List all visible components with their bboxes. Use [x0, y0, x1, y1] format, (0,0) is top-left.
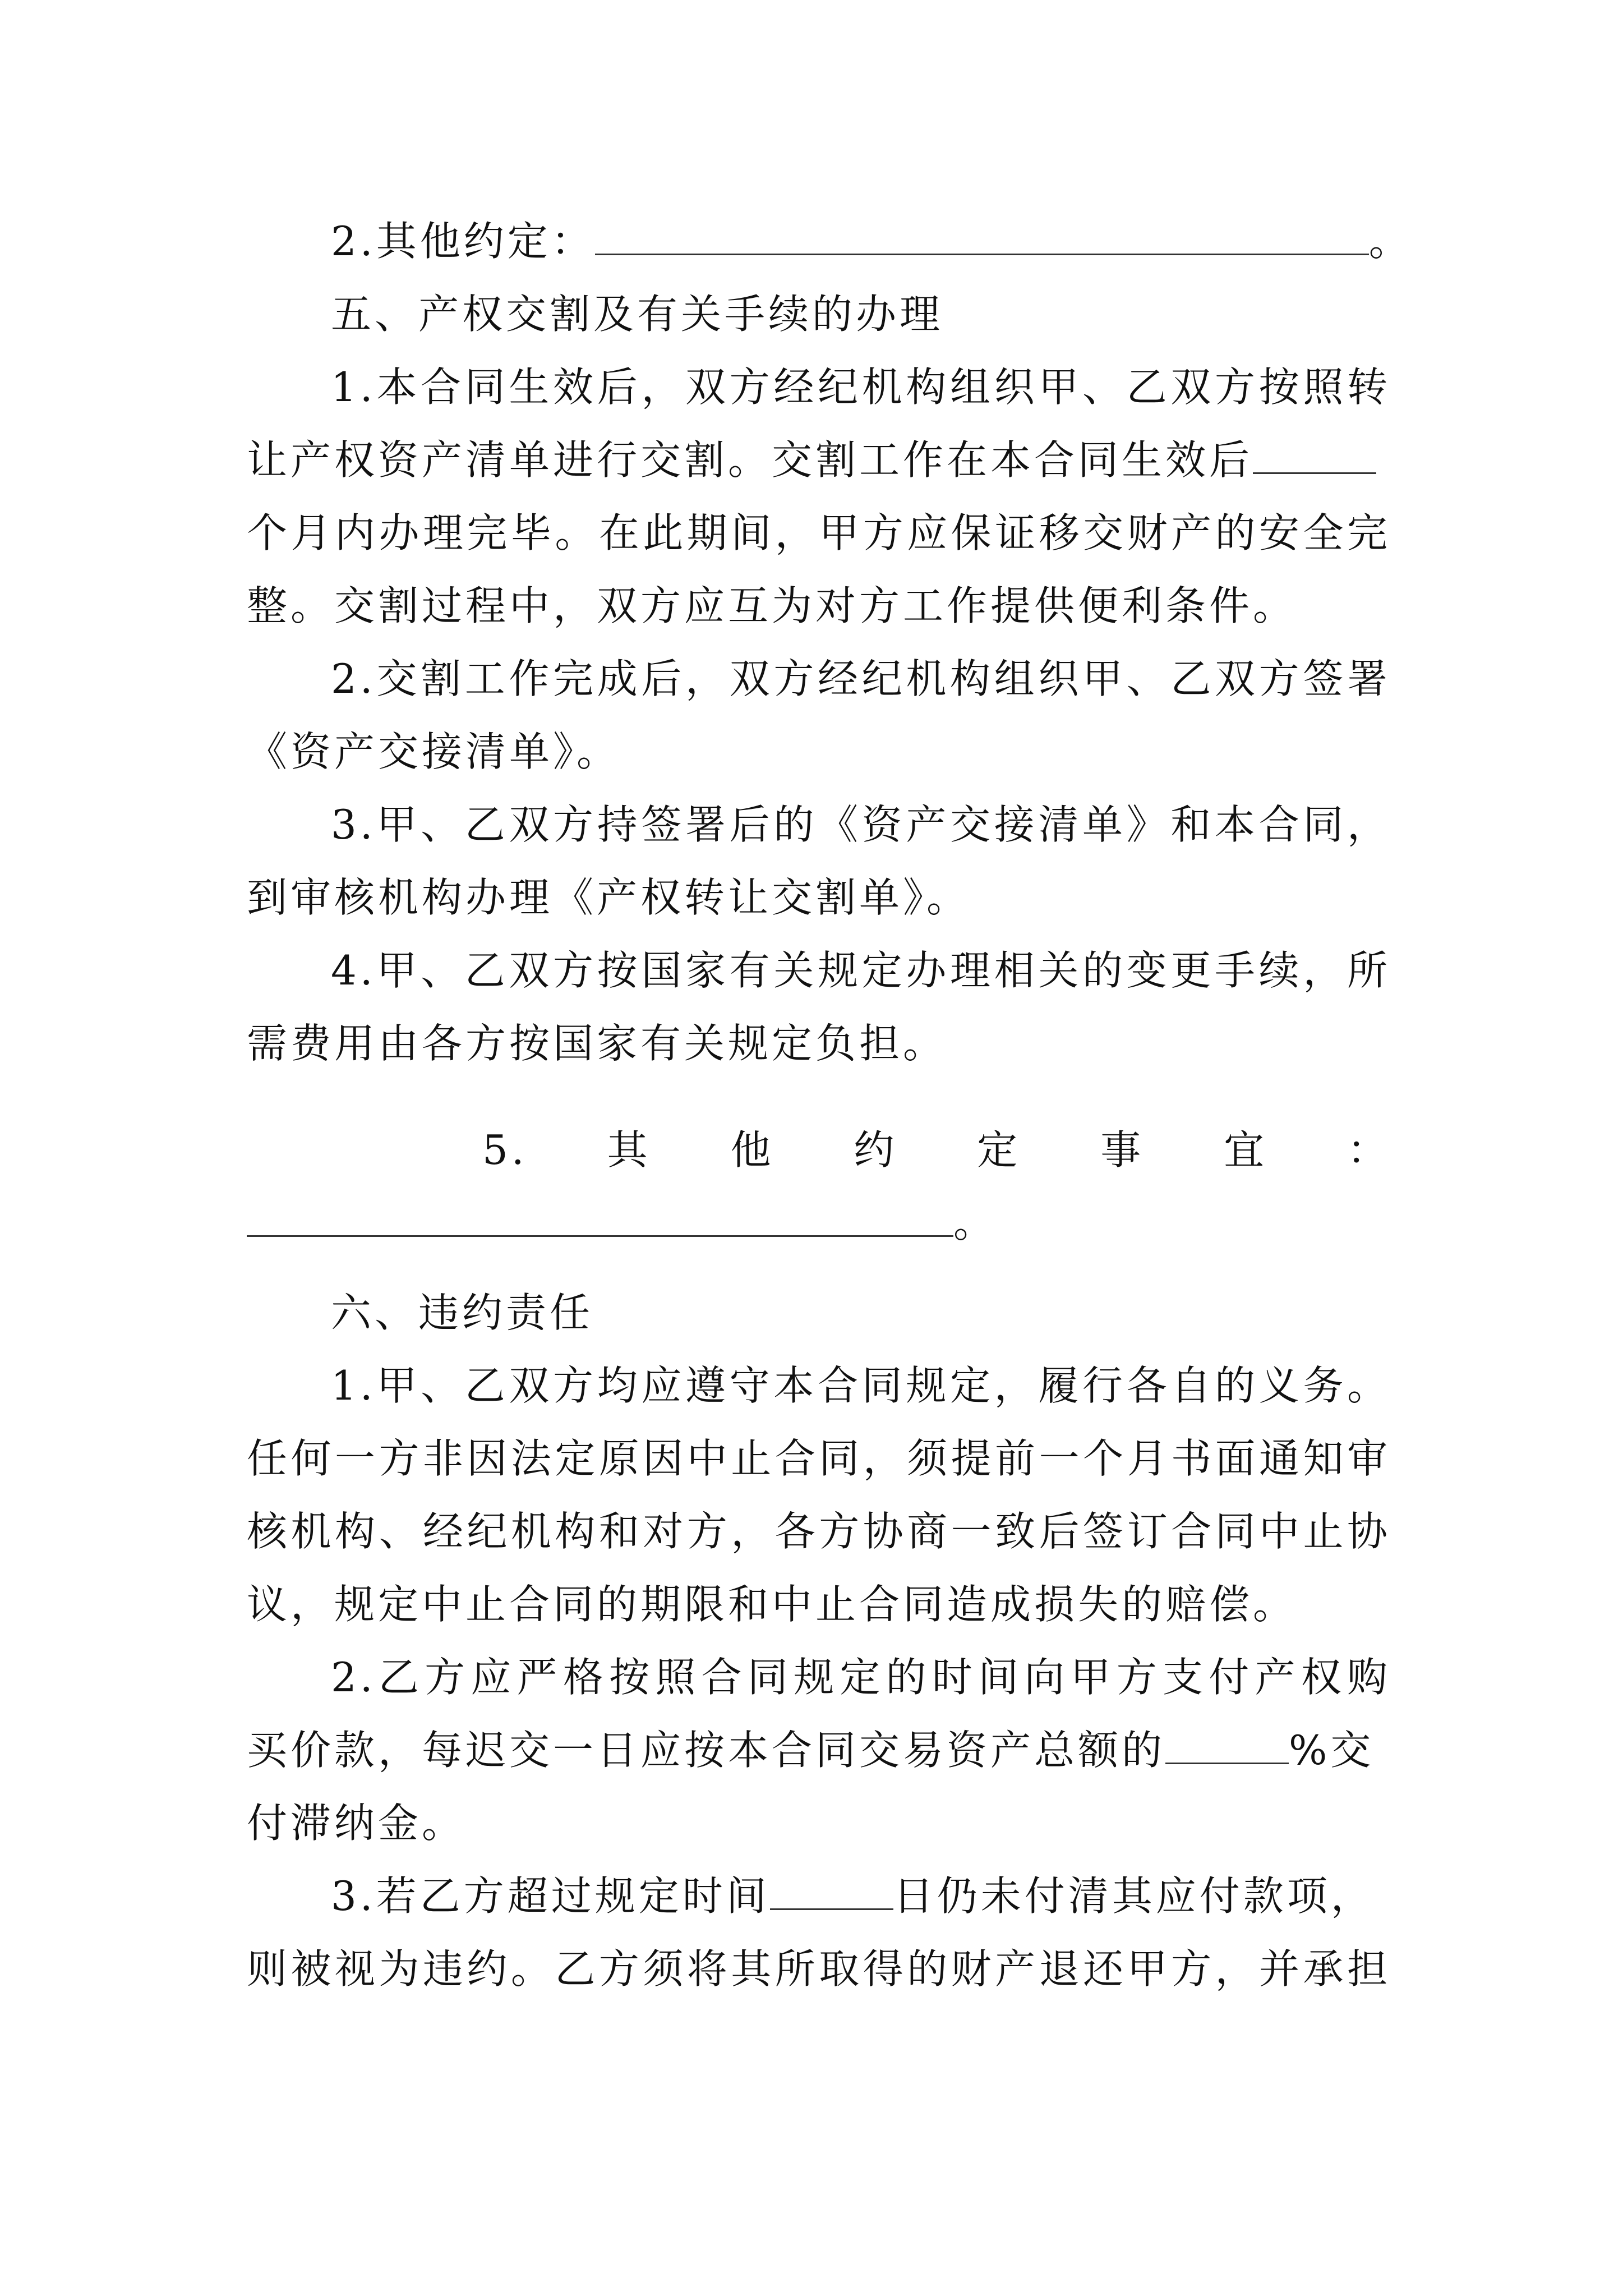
paragraph-line: 整。交割过程中，双方应互为对方工作提供便利条件。 — [247, 582, 1297, 629]
paragraph-line — [247, 424, 1391, 496]
paragraph-line: 《资产交接清单》。 — [247, 728, 621, 775]
period-mark: 。 — [953, 1199, 998, 1246]
fill-in-blank — [247, 1202, 953, 1237]
paragraph-line: 到审核机构办理《产权转让交割单》。 — [247, 874, 971, 921]
paragraph-line — [331, 1860, 1391, 1932]
section-heading-5: 五、产权交割及有关手续的办理 — [331, 291, 944, 338]
paragraph-line: 付滞纳金。 — [247, 1800, 466, 1847]
paragraph-line: 1.甲、乙双方均应遵守本合同规定，履行各自的义务。 — [331, 1362, 1391, 1409]
paragraph-line: 需费用由各方按国家有关规定负担。 — [247, 1020, 947, 1067]
section-heading-6: 六、违约责任 — [331, 1289, 594, 1336]
paragraph-line: 1.本合同生效后，双方经纪机构组织甲、乙双方按照转 — [331, 364, 1391, 411]
paragraph-line — [247, 1714, 1391, 1787]
paragraph-line: 个月内办理完毕。在此期间，甲方应保证移交财产的安全完 — [247, 509, 1391, 556]
other-matters-label: 5. 其 他 约 定 事 宜 ： — [482, 1126, 1391, 1174]
paragraph-line — [247, 1186, 1391, 1259]
paragraph-text: %交 — [1289, 1727, 1375, 1774]
paragraph-line: 2.乙方应严格按照合同规定的时间向甲方支付产权购 — [331, 1654, 1391, 1701]
paragraph-line: 4.甲、乙双方按国家有关规定办理相关的变更手续，所 — [331, 947, 1391, 994]
period-mark: 。 — [1368, 218, 1413, 265]
paragraph-text: 日仍未付清其应付款项， — [893, 1872, 1375, 1920]
paragraph-line: 2.交割工作完成后，双方经纪机构组织甲、乙双方签署 — [331, 655, 1391, 702]
paragraph-line: 核机构、经纪机构和对方，各方协商一致后签订合同中止协 — [247, 1508, 1391, 1555]
paragraph-text: 3.若乙方超过规定时间 — [331, 1872, 770, 1920]
fill-in-blank — [1165, 1729, 1289, 1764]
paragraph-line: 任何一方非因法定原因中止合同，须提前一个月书面通知审 — [247, 1435, 1391, 1482]
other-agreement-label: 2.其他约定： — [331, 218, 595, 265]
paragraph-text: 让产权资产清单进行交割。交割工作在本合同生效后 — [247, 436, 1253, 484]
paragraph-line: 议，规定中止合同的期限和中止合同造成损失的赔偿。 — [247, 1581, 1297, 1628]
line-other-agreement — [331, 205, 1413, 278]
paragraph-line: 则被视为违约。乙方须将其所取得的财产退还甲方，并承担 — [247, 1945, 1391, 1993]
fill-in-blank — [770, 1875, 893, 1910]
paragraph-text: 买价款，每迟交一日应按本合同交易资产总额的 — [247, 1727, 1166, 1774]
fill-in-blank — [595, 220, 1369, 255]
fill-in-blank — [1253, 439, 1376, 474]
paragraph-line: 3.甲、乙双方持签署后的《资产交接清单》和本合同， — [331, 801, 1391, 848]
